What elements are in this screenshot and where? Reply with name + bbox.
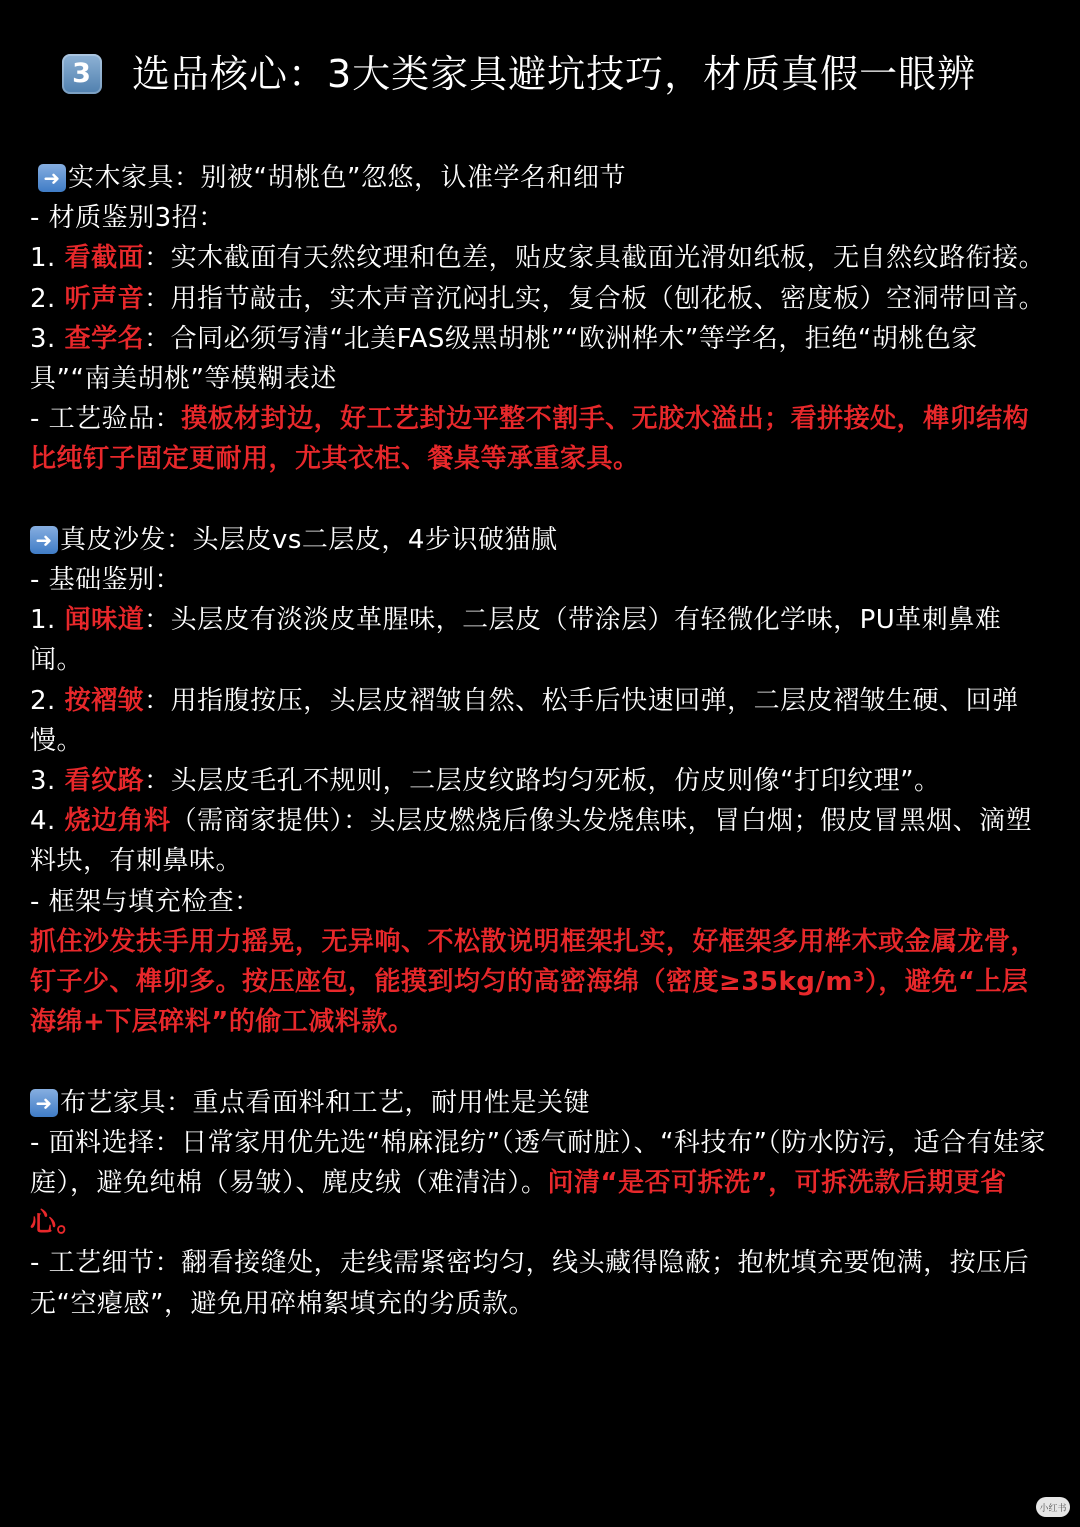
item-text: ：实木截面有天然纹理和色差，贴皮家具截面光滑如纸板，无自然纹路衔接。	[144, 243, 1046, 274]
item-keyword: 看截面	[64, 243, 145, 274]
item-keyword: 听声音	[64, 283, 145, 314]
list-item	[30, 319, 1048, 399]
section-heading-text: 布艺家具：重点看面料和工艺，耐用性是关键	[60, 1087, 591, 1118]
right-arrow-icon: ➜	[30, 526, 58, 554]
article-body	[30, 158, 1048, 1324]
craft-emphasis: 摸板材封边，好工艺封边平整不割手、无胶水溢出；看拼接处，榫卯结构比纯钉子固定更耐用，尤其衣柜、餐桌等承重家具。	[30, 404, 1030, 475]
subheading: - 材质鉴别3招：	[30, 203, 225, 234]
fabric-choice	[30, 1123, 1048, 1244]
item-text: ：头层皮有淡淡皮革腥味，二层皮（带涂层）有轻微化学味，PU革刺鼻难闻。	[30, 605, 1002, 676]
right-arrow-icon: ➜	[30, 1089, 58, 1117]
item-text: （需商家提供）：头层皮燃烧后像头发烧焦味，冒白烟；假皮冒黑烟、滴塑料块，有刺鼻味。	[30, 806, 1033, 877]
keycap-3-icon: 3	[62, 54, 102, 94]
watermark-logo: 小红书	[1036, 1497, 1070, 1517]
item-text: ：用指腹按压，头层皮褶皱自然、松手后快速回弹，二层皮褶皱生硬、回弹慢。	[30, 685, 1019, 756]
item-keyword: 看纹路	[64, 766, 145, 797]
craft-detail: - 工艺细节：翻看接缝处，走线需紧密均匀，线头藏得隐蔽；抱枕填充要饱满，按压后无“空瘪感”，避免用碎棉絮填充的劣质款。	[30, 1248, 1030, 1319]
fabric-emphasis: 问清“是否可拆洗”，可拆洗款后期更省心。	[30, 1168, 1007, 1239]
craft-check	[30, 399, 1048, 479]
item-number: 2.	[30, 283, 65, 314]
page-title-text: 选品核心：3大类家具避坑技巧，材质真假一眼辨	[132, 52, 977, 96]
section-heading-text: 真皮沙发：头层皮vs二层皮，4步识破猫腻	[60, 524, 558, 555]
item-text: ：头层皮毛孔不规则，二层皮纹路均匀死板，仿皮则像“打印纹理”。	[144, 766, 941, 797]
section-heading-text: 实木家具：别被“胡桃色”忽悠，认准学名和细节	[68, 163, 626, 193]
subheading: - 基础鉴别：	[30, 565, 182, 596]
item-keyword: 烧边角料	[64, 806, 171, 837]
subheading: - 框架与填充检查：	[30, 886, 261, 917]
list-item	[30, 279, 1048, 319]
section-heading-solid-wood	[30, 158, 1048, 198]
list-item	[30, 600, 1048, 680]
right-arrow-icon: ➜	[38, 164, 66, 192]
frame-emphasis: 抓住沙发扶手用力摇晃，无异响、不松散说明框架扎实，好框架多用桦木或金属龙骨，钉子少、榫卯多。按压座包，能摸到均匀的高密海绵（密度≥35kg/m³），避免“上层海绵+下层碎料”的偷工减料款。	[30, 926, 1038, 1038]
item-text: ：合同必须写清“北美FAS级黑胡桃”“欧洲桦木”等学名，拒绝“胡桃色家具”“南美胡桃”等模糊表述	[30, 323, 978, 395]
item-number: 2.	[30, 685, 65, 716]
list-item	[30, 681, 1048, 761]
item-keyword: 按褶皱	[64, 685, 145, 716]
item-text: ：用指节敲击，实木声音沉闷扎实，复合板（刨花板、密度板）空洞带回音。	[144, 283, 1046, 314]
page-title	[62, 48, 1052, 100]
item-number: 3.	[30, 323, 65, 354]
section-heading-leather-sofa	[30, 520, 1048, 560]
item-number: 3.	[30, 766, 65, 797]
craft-label: - 工艺验品：	[30, 404, 182, 435]
fabric-text: - 面料选择：日常家用优先选“棉麻混纺”（透气耐脏）、“科技布”（防水防污，适合有娃家庭），避免纯棉（易皱）、麂皮绒（难清洁）。	[30, 1127, 1047, 1199]
item-keyword: 闻味道	[64, 605, 145, 636]
list-item	[30, 761, 1048, 801]
item-number: 1.	[30, 243, 65, 274]
section-heading-fabric	[30, 1083, 1048, 1123]
item-keyword: 查学名	[64, 323, 145, 354]
list-item	[30, 801, 1048, 881]
item-number: 1.	[30, 605, 65, 636]
item-number: 4.	[30, 806, 65, 837]
list-item	[30, 238, 1048, 278]
